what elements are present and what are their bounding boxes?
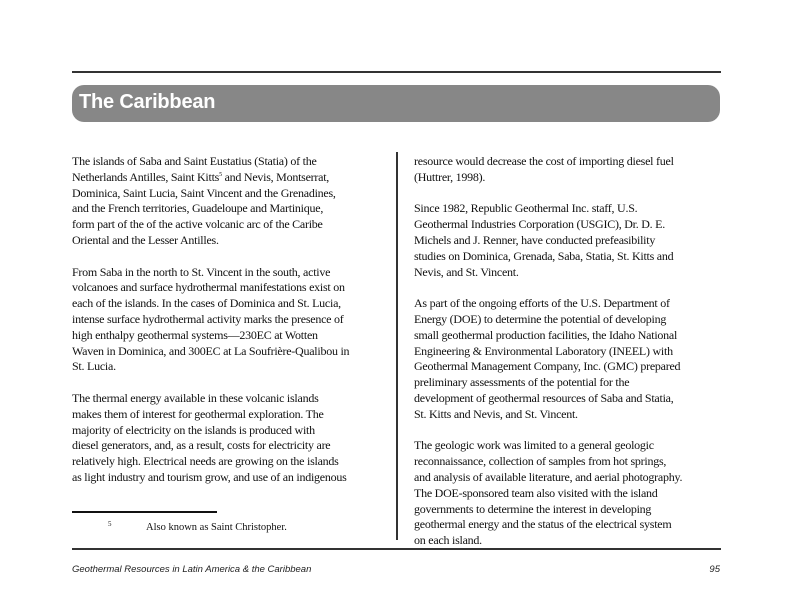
text-line: resource would decrease the cost of importing diesel fuel <box>414 154 674 168</box>
text-line: Netherlands Antilles, Saint Kitts <box>72 169 220 184</box>
text-line: (Huttrer, 1998). <box>414 169 486 184</box>
text-line: Since 1982, Republic Geothermal Inc. staff, U.S. <box>414 201 638 216</box>
text-line: small geothermal production facilities, the Idaho National <box>414 327 678 342</box>
text-line: Nevis, and St. Vincent. <box>414 264 519 279</box>
text-line: The geologic work was limited to a general geologic <box>414 438 654 453</box>
text-line: The islands of Saba and Saint Eustatius (Statia) of the <box>72 154 317 168</box>
text-line: The thermal energy available in these volcanic islands <box>72 390 319 405</box>
text-line: St. Lucia. <box>72 359 116 374</box>
text-line: governments to determine the interest in developing <box>414 501 652 516</box>
paragraph <box>72 265 372 376</box>
text-line: Michels and J. Renner, have conducted prefeasibility <box>414 232 656 247</box>
text-line: form part of the of the active volcanic arc of the Caribe <box>72 217 323 232</box>
text-line: and the French territories, Guadeloupe and Martinique, <box>72 201 324 216</box>
footnote-reference[interactable]: 5 <box>219 171 222 178</box>
left-column <box>72 154 372 502</box>
text-line: intense surface hydrothermal activity marks the presence of <box>72 311 344 326</box>
text-line: makes them of interest for geothermal exploration. The <box>72 406 324 421</box>
text-line: Geothermal Industries Corporation (USGIC), Dr. D. E. <box>414 217 665 232</box>
paragraph <box>414 201 714 280</box>
page-number: 95 <box>709 564 720 575</box>
text-line: volcanoes and surface hydrothermal manifestations exist on <box>72 280 345 295</box>
text-line: Energy (DOE) to determine the potential of developing <box>414 311 667 326</box>
text-line: Geothermal Management Company, Inc. (GMC) prepared <box>414 359 681 374</box>
text-line: relatively high. Electrical needs are growing on the islands <box>72 454 339 469</box>
footnote-text: Also known as Saint Christopher. <box>146 522 287 533</box>
text-line: From Saba in the north to St. Vincent in the south, active <box>72 264 331 279</box>
text-line: diesel generators, and, as a result, costs for electricity are <box>72 438 331 453</box>
text-line: preliminary assessments of the potential for the <box>414 375 630 390</box>
text-line: development of geothermal resources of Saba and Statia, <box>414 390 674 405</box>
paragraph <box>414 438 714 549</box>
text-line: St. Kitts and Nevis, and St. Vincent. <box>414 406 578 421</box>
text-line: each of the islands. In the cases of Dominica and St. Lucia, <box>72 296 341 311</box>
paragraph <box>414 154 714 186</box>
bottom-rule <box>72 548 721 550</box>
text-line: majority of electricity on the islands is produced with <box>72 422 315 437</box>
text-line: Dominica, Saint Lucia, Saint Vincent and the Grenadines, <box>72 185 336 200</box>
text-line: high enthalpy geothermal systems—230EC at Wotten <box>72 327 318 342</box>
text-line: As part of the ongoing efforts of the U.S. Department of <box>414 296 670 311</box>
text-line: and analysis of available literature, and aerial photography. <box>414 469 683 484</box>
right-column <box>414 154 714 565</box>
footnote-number: 5 <box>108 520 112 528</box>
text-line: Waven in Dominica, and 300EC at La Soufrière-Qualibou in <box>72 343 350 358</box>
text-line-rest: and Nevis, Montserrat, <box>221 169 330 184</box>
section-title: The Caribbean <box>79 91 216 113</box>
paragraph <box>72 391 372 486</box>
text-line: reconnaissance, collection of samples from hot springs, <box>414 454 667 469</box>
text-line: The DOE-sponsored team also visited with the island <box>414 485 658 500</box>
text-line: studies on Dominica, Grenada, Saba, Statia, St. Kitts and <box>414 248 674 263</box>
text-line: Oriental and the Lesser Antilles. <box>72 232 219 247</box>
section-banner <box>72 85 720 122</box>
paragraph <box>414 296 714 422</box>
paragraph <box>72 154 372 249</box>
footer-title: Geothermal Resources in Latin America & the Caribbean <box>72 564 312 575</box>
text-line: as light industry and tourism grow, and use of an indigenous <box>72 469 347 484</box>
text-line: on each island. <box>414 533 482 548</box>
column-divider <box>396 152 398 540</box>
text-line: geothermal energy and the status of the electrical system <box>414 517 672 532</box>
text-line: Engineering & Environmental Laboratory (INEEL) with <box>414 343 673 358</box>
footnote-rule <box>72 511 217 513</box>
top-rule <box>72 71 721 73</box>
